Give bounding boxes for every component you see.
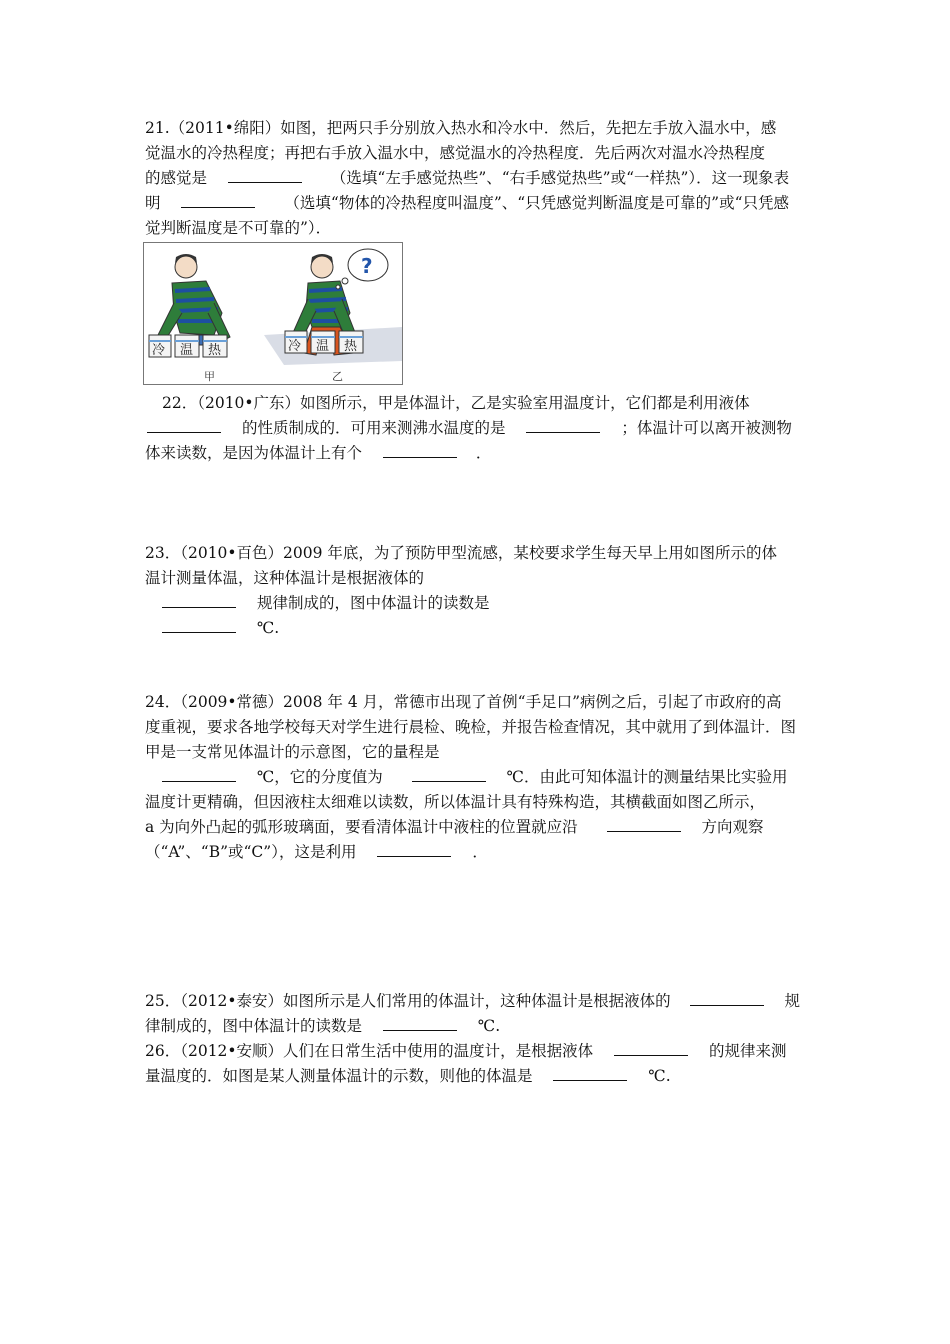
q24-answer-blank-4[interactable] (377, 842, 451, 857)
boy-left-figure (158, 254, 230, 345)
q21-line-2: 觉温水的冷热程度；再把右手放入温水中，感觉温水的冷热程度．先后两次对温水冷热程度 (145, 144, 766, 162)
q22-text: ；体温计可以离开被测物 (621, 419, 792, 437)
q21-text: 明 (145, 194, 161, 212)
q23-text: 规律制成的，图中体温计的读数是 (256, 594, 490, 612)
q24-line-6 (145, 817, 764, 837)
q22-answer-blank-3[interactable] (383, 443, 457, 458)
q22-line-2 (145, 418, 792, 438)
q24-answer-blank-2[interactable] (412, 767, 486, 782)
q23-text: ℃. (256, 619, 280, 637)
q24-text: ℃．由此可知体温计的测量结果比实验用 (506, 768, 788, 786)
q24-line-3: 甲是一支常见体温计的示意图，它的量程是 (145, 743, 440, 761)
q21-text: 的感觉是 (145, 169, 208, 187)
q22-text: ． (475, 444, 492, 462)
q23-line-2: 温计测量体温，这种体温计是根据液体的 (145, 569, 425, 587)
svg-text:冷: 冷 (152, 343, 166, 358)
q21-answer-blank-1[interactable] (228, 168, 302, 183)
q24-line-4 (160, 767, 788, 787)
q26-answer-blank-1[interactable] (614, 1041, 688, 1056)
q24-text: ． (472, 843, 488, 861)
q23-answer-blank-1[interactable] (162, 593, 236, 608)
q21-text: （选填“左手感觉热些”、“右手感觉热些”或“一样热”）．这一现象表 (330, 169, 790, 187)
q22-answer-blank-1[interactable] (147, 418, 221, 433)
q25-answer-blank-2[interactable] (383, 1016, 457, 1031)
q24-text: ℃，它的分度值为 (256, 768, 383, 786)
figure-label-left: 甲 (204, 370, 215, 383)
q21-line-3 (145, 168, 789, 188)
q22-answer-blank-2[interactable] (526, 418, 600, 433)
q21-line-4 (145, 193, 789, 213)
q25-text: 规 (784, 992, 800, 1010)
q24-answer-blank-1[interactable] (162, 767, 236, 782)
figure-label-right: 乙 (332, 370, 343, 383)
question-thought-bubble (336, 249, 388, 289)
q26-text: 量温度的．如图是某人测量体温计的示数，则他的体温是 (145, 1067, 533, 1085)
q22-text: 的性质制成的．可用来测沸水温度的是 (241, 419, 506, 437)
q25-text: ℃. (477, 1017, 501, 1035)
q25-line-1 (145, 991, 800, 1011)
left-cups (149, 335, 227, 358)
q26-text: 26．（2012•安顺）人们在日常生活中使用的温度计，是根据液体 (145, 1042, 594, 1060)
q25-line-2 (145, 1016, 500, 1036)
q24-line-5: 温度计更精确，但因液柱太细难以读数，所以体温计具有特殊构造，其横截面如图乙所示， (145, 793, 766, 811)
q22-text: 体来读数，是因为体温计上有个 (145, 444, 363, 462)
q21-line-1: 21.（2011•绵阳）如图，把两只手分别放入热水和冷水中．然后，先把左手放入温水中，感 (145, 119, 777, 137)
svg-text:?: ? (361, 254, 373, 278)
q21-text: （选填“物体的冷热程度叫温度”、“只凭感觉判断温度是可靠的”或“只凭感 (284, 194, 790, 212)
q23-line-4 (160, 618, 279, 638)
hands-in-water-figure (143, 242, 403, 385)
q22-line-1: 22．（2010•广东）如图所示，甲是体温计，乙是实验室用温度计，它们都是利用液体 (162, 394, 750, 412)
q22-line-3 (145, 443, 491, 463)
q26-text: ℃. (648, 1067, 671, 1085)
q24-answer-blank-3[interactable] (607, 817, 681, 832)
q24-text: （“A”、“B”或“C”），这是利用 (145, 843, 357, 861)
hands-in-water-illustration (144, 243, 402, 384)
q26-text: 的规律来测 (708, 1042, 787, 1060)
svg-text:温: 温 (316, 339, 330, 354)
q23-answer-blank-2[interactable] (162, 618, 236, 633)
svg-text:热: 热 (208, 343, 222, 358)
q25-text: 25．（2012•泰安）如图所示是人们常用的体温计，这种体温计是根据液体的 (145, 992, 671, 1010)
q21-line-5: 觉判断温度是不可靠的”）． (145, 219, 332, 237)
q26-answer-blank-2[interactable] (553, 1066, 627, 1081)
svg-text:热: 热 (344, 339, 358, 354)
q24-line-7 (145, 842, 488, 862)
svg-text:温: 温 (180, 343, 194, 358)
q23-line-3 (160, 593, 489, 613)
q24-line-2: 度重视，要求各地学校每天对学生进行晨检、晚检，并报告检查情况，其中就用了到体温计．图 (145, 718, 797, 736)
q21-answer-blank-2[interactable] (181, 193, 255, 208)
q25-text: 律制成的，图中体温计的读数是 (145, 1017, 363, 1035)
q24-text: a 为向外凸起的弧形玻璃面，要看清体温计中液柱的位置就应沿 (145, 818, 578, 836)
right-cups (285, 331, 363, 354)
q25-answer-blank-1[interactable] (690, 991, 764, 1006)
q23-line-1: 23．（2010•百色）2009 年底，为了预防甲型流感，某校要求学生每天早上用如图所示的体 (145, 544, 777, 562)
svg-text:冷: 冷 (288, 339, 302, 354)
q26-line-2 (145, 1066, 671, 1086)
q24-text: 方向观察 (701, 818, 764, 836)
q26-line-1 (145, 1041, 786, 1061)
q24-line-1: 24．（2009•常德）2008 年 4 月，常德市出现了首例“手足口”病例之后，引起了市政府的高 (145, 693, 782, 711)
